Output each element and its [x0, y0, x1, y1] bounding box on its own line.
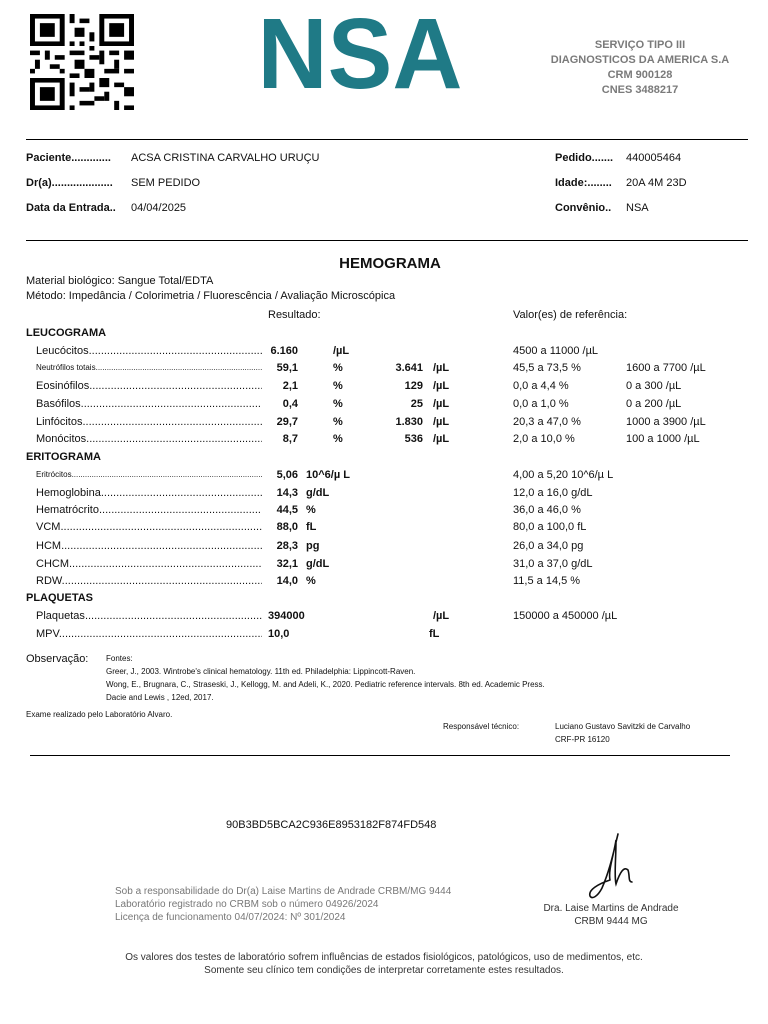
reference-range: 2,0 a 10,0 %: [513, 433, 575, 445]
observation-notes: [106, 652, 545, 704]
analyte-label: Eritrócitos: [36, 470, 72, 479]
age-value: 20A 4M 23D: [626, 177, 687, 189]
analyte-name: [36, 556, 262, 572]
responsible-crf: CRF-PR 16120: [555, 735, 610, 744]
responsible-name: Luciano Gustavo Savitzki de Carvalho: [555, 722, 691, 731]
leader-dots: [82, 416, 262, 428]
analyte-name: [36, 502, 262, 518]
reference-line: Wong, E., Brugnara, C., Straseski, J., Kellogg, M. and Adeli, K., 2020. Pediatric reference intervals. 8th ed. Academic Press.: [106, 680, 545, 689]
result-value: 28,3: [276, 540, 298, 552]
analyte-label: CHCM: [36, 558, 69, 570]
absolute-unit: /µL: [433, 398, 450, 410]
method-text: Método: Impedância / Colorimetria / Fluorescência / Avaliação Microscópica: [26, 290, 396, 302]
reference-range: 20,3 a 47,0 %: [513, 416, 581, 428]
reference-range-absolute: 0 a 200 /µL: [626, 398, 682, 410]
insurance-label: Convênio..: [555, 202, 612, 214]
leader-dots: [62, 575, 262, 587]
analyte-label: Neutrófilos totais: [36, 363, 96, 372]
result-value: 59,1: [276, 362, 298, 374]
result-unit: fL: [306, 521, 317, 533]
age-label: Idade:........: [555, 177, 612, 189]
leader-dots: [59, 628, 262, 640]
service-line: CRM 900128: [607, 69, 673, 81]
table-row: [0, 467, 768, 483]
result-header: Resultado:: [268, 309, 321, 321]
result-unit: %: [306, 504, 316, 516]
reference-line: Greer, J., 2003. Wintrobe's clinical hematology. 11th ed. Philadelphia: Lippincott-Raven.: [106, 667, 416, 676]
absolute-value: 25: [410, 398, 423, 410]
result-value: 2,1: [282, 380, 298, 392]
reference-range: 80,0 a 100,0 fL: [513, 521, 587, 533]
responsibility-block: [115, 885, 451, 924]
result-value: 44,5: [276, 504, 298, 516]
divider: [26, 240, 748, 241]
analyte-name: [36, 360, 262, 376]
absolute-unit: /µL: [433, 416, 450, 428]
leader-dots: [72, 470, 262, 479]
table-row: [0, 360, 768, 376]
leader-dots: [69, 558, 262, 570]
table-row: [0, 485, 768, 501]
result-unit: %: [333, 362, 343, 374]
leader-dots: [81, 398, 262, 410]
table-row: [0, 396, 768, 412]
table-row: [0, 573, 768, 589]
analyte-label: RDW: [36, 575, 62, 587]
divider: [26, 139, 748, 140]
reference-range: 4,00 a 5,20 10^6/µ L: [513, 469, 614, 481]
result-value: 10,0: [268, 628, 290, 640]
reference-range: 26,0 a 34,0 pg: [513, 540, 584, 552]
reference-range: 36,0 a 46,0 %: [513, 504, 581, 516]
order-label: Pedido.......: [555, 152, 614, 164]
result-unit: %: [333, 380, 343, 392]
absolute-unit: /µL: [433, 380, 450, 392]
result-value: 29,7: [276, 416, 298, 428]
entry-date: 04/04/2025: [131, 202, 187, 214]
analyte-label: Leucócitos: [36, 345, 89, 357]
result-unit: %: [333, 416, 343, 428]
responsibility-line: Licença de funcionamento 04/07/2024: Nº 301/2024: [115, 912, 346, 923]
analyte-name: [36, 608, 262, 624]
analyte-label: Hematrócrito: [36, 504, 99, 516]
result-value: 88,0: [276, 521, 298, 533]
result-value: 394000: [268, 610, 305, 622]
result-unit: pg: [306, 540, 320, 552]
observation-label: Observação:: [26, 653, 89, 665]
table-row: [0, 343, 768, 359]
analyte-name: [36, 378, 262, 394]
absolute-value: 1.830: [395, 416, 423, 428]
result-value: 0,4: [282, 398, 298, 410]
result-value: 14,3: [276, 487, 298, 499]
result-value: 14,0: [276, 575, 298, 587]
analyte-label: Monócitos: [36, 433, 87, 445]
analyte-name: [36, 396, 262, 412]
analyte-label: MPV: [36, 628, 59, 640]
leader-dots: [60, 521, 262, 533]
verification-hash: 90B3BD5BCA2C936E8953182F874FD548: [226, 819, 437, 831]
analyte-name: [36, 414, 262, 430]
material-text: Material biológico: Sangue Total/EDTA: [26, 275, 214, 287]
responsible-label: Responsável técnico:: [443, 722, 520, 731]
leader-dots: [96, 363, 262, 372]
divider: [30, 755, 730, 756]
analyte-name: [36, 519, 262, 535]
analyte-name: [36, 431, 262, 447]
svg-text:NSA: NSA: [257, 8, 463, 94]
table-row: [0, 519, 768, 535]
absolute-value: 536: [404, 433, 423, 445]
table-row: [0, 538, 768, 554]
result-value: 6.160: [270, 345, 298, 357]
service-line: DIAGNOSTICOS DA AMERICA S.A: [550, 54, 730, 66]
result-value: 8,7: [282, 433, 298, 445]
patient-name: ACSA CRISTINA CARVALHO URUÇU: [131, 152, 320, 164]
service-line: SERVIÇO TIPO III: [594, 39, 686, 51]
entry-date-label: Data da Entrada..: [26, 202, 116, 214]
nsa-logo: [255, 8, 465, 94]
leader-dots: [99, 504, 262, 516]
lab-note: Exame realizado pelo Laboratório Alvaro.: [26, 710, 173, 719]
analyte-label: Hemoglobina: [36, 487, 101, 499]
analyte-name: [36, 626, 262, 642]
leader-dots: [89, 345, 262, 357]
reference-range: 31,0 a 37,0 g/dL: [513, 558, 593, 570]
leader-dots: [89, 380, 262, 392]
disclaimer-line-1: Os valores dos testes de laboratório sofrem influências de estados fisiológicos, patológicos, uso de medimentos, etc.: [125, 952, 643, 963]
reference-header: Valor(es) de referência:: [513, 309, 628, 321]
result-unit: 10^6/µ L: [306, 469, 350, 481]
service-info: [530, 38, 750, 98]
result-unit: g/dL: [306, 487, 330, 499]
insurance-value: NSA: [626, 202, 649, 214]
table-row: [0, 608, 768, 624]
analyte-label: Linfócitos: [36, 416, 83, 428]
leader-dots: [86, 433, 262, 445]
signer-name: Dra. Laise Martins de Andrade: [543, 903, 679, 914]
doctor-label: Dr(a)....................: [26, 177, 113, 189]
leucograma-title: LEUCOGRAMA: [26, 327, 107, 339]
analyte-name: [36, 573, 262, 589]
qr-code: [30, 14, 134, 110]
reference-range: 4500 a 11000 /µL: [513, 345, 599, 357]
doctor-name: SEM PEDIDO: [131, 177, 201, 189]
patient-label: Paciente.............: [26, 152, 111, 164]
reference-range: 0,0 a 4,4 %: [513, 380, 569, 392]
analyte-name: [36, 343, 262, 359]
analyte-label: Plaquetas: [36, 610, 85, 622]
result-unit: %: [333, 398, 343, 410]
analyte-label: Eosinófilos: [36, 380, 90, 392]
reference-line: Dacie and Lewis , 12ed, 2017.: [106, 693, 214, 702]
result-value: 5,06: [276, 469, 298, 481]
analyte-label: VCM: [36, 521, 61, 533]
table-row: [0, 378, 768, 394]
sources-label: Fontes:: [106, 654, 133, 663]
order-number: 440005464: [626, 152, 682, 164]
leader-dots: [61, 540, 262, 552]
reference-range: 45,5 a 73,5 %: [513, 362, 581, 374]
reference-range-absolute: 1600 a 7700 /µL: [626, 362, 706, 374]
reference-range: 150000 a 450000 /µL: [513, 610, 618, 622]
table-row: [0, 431, 768, 447]
responsibility-line: Laboratório registrado no CRBM sob o número 04926/2024: [115, 899, 379, 910]
reference-range-absolute: 100 a 1000 /µL: [626, 433, 700, 445]
absolute-unit: /µL: [433, 433, 450, 445]
signer-crbm: CRBM 9444 MG: [574, 916, 648, 927]
analyte-label: HCM: [36, 540, 62, 552]
result-value: 32,1: [276, 558, 298, 570]
table-row: [0, 414, 768, 430]
analyte-name: [36, 485, 262, 501]
result-unit: %: [306, 575, 316, 587]
table-row: [0, 626, 768, 642]
exam-title: HEMOGRAMA: [339, 255, 441, 272]
analyte-name: [36, 467, 262, 483]
result-unit: %: [333, 433, 343, 445]
result-unit: g/dL: [306, 558, 330, 570]
service-line: CNES 3488217: [601, 84, 679, 96]
plaquetas-title: PLAQUETAS: [26, 592, 94, 604]
signature: [580, 830, 640, 905]
result-unit: fL: [429, 628, 440, 640]
disclaimer-line-2: Somente seu clínico tem condições de interpretar corretamente estes resultados.: [204, 965, 564, 976]
absolute-value: 129: [404, 380, 423, 392]
reference-range: 0,0 a 1,0 %: [513, 398, 569, 410]
table-row: [0, 556, 768, 572]
reference-range-absolute: 1000 a 3900 /µL: [626, 416, 706, 428]
absolute-value: 3.641: [395, 362, 423, 374]
reference-range-absolute: 0 a 300 /µL: [626, 380, 682, 392]
analyte-name: [36, 538, 262, 554]
analyte-label: Basófilos: [36, 398, 81, 410]
table-row: [0, 502, 768, 518]
eritrograma-title: ERITOGRAMA: [26, 451, 101, 463]
reference-range: 12,0 a 16,0 g/dL: [513, 487, 593, 499]
result-unit: /µL: [433, 610, 450, 622]
leader-dots: [101, 487, 262, 499]
result-unit: /µL: [333, 345, 350, 357]
absolute-unit: /µL: [433, 362, 450, 374]
leader-dots: [85, 610, 262, 622]
reference-range: 11,5 a 14,5 %: [513, 575, 581, 587]
responsibility-line: Sob a responsabilidade do Dr(a) Laise Martins de Andrade CRBM/MG 9444: [115, 886, 452, 897]
signer-block: [536, 902, 686, 928]
